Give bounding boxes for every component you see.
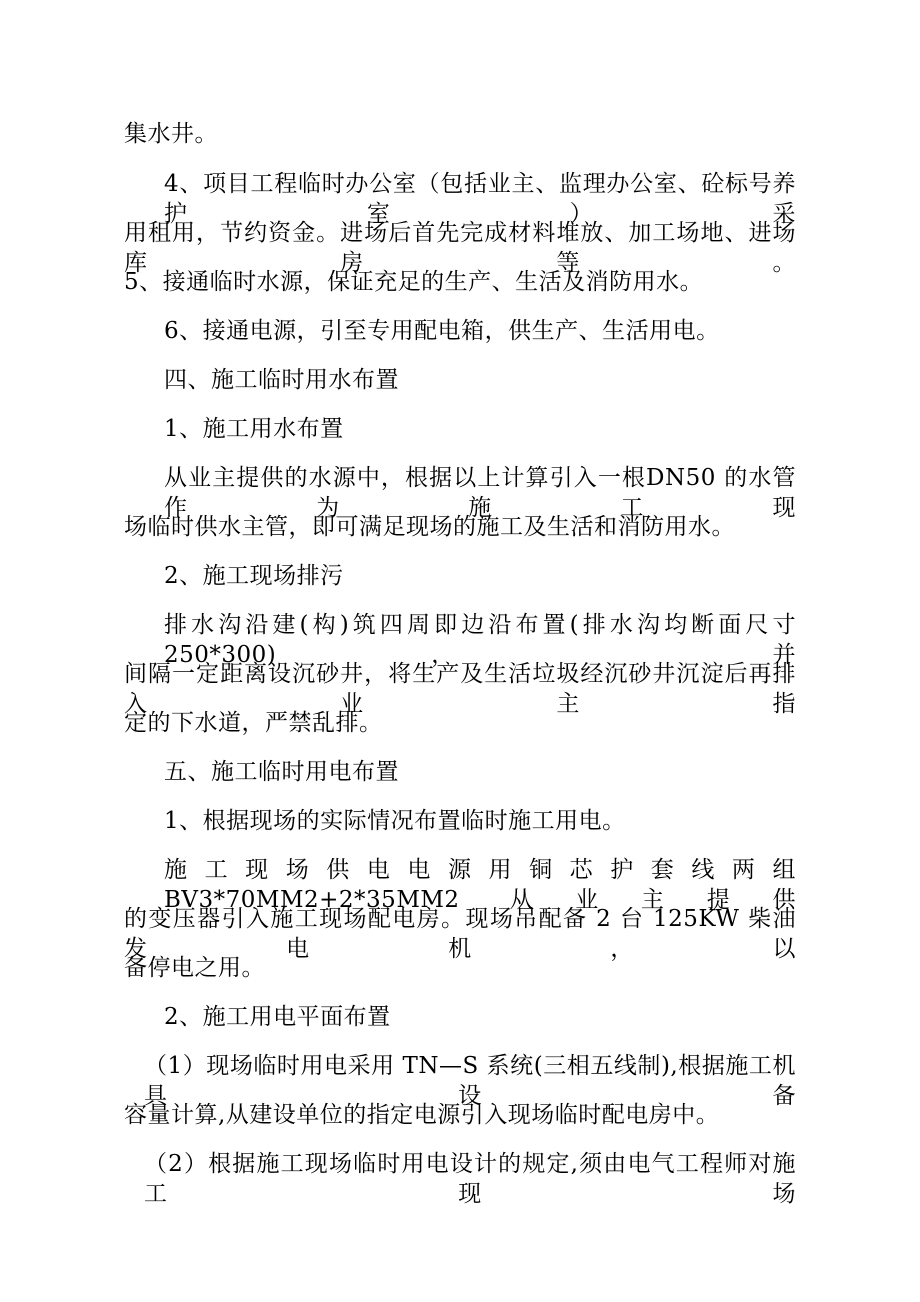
text-line: 排水沟沿建(构)筑四周即边沿布置(排水沟均断面尺寸 250*300)， 并	[164, 612, 796, 668]
section-heading: 五、施工临时用电布置	[164, 759, 399, 785]
text-line: 定的下水道，严禁乱排。	[124, 710, 383, 736]
text-line: 的变压器引入施工现场配电房。现场吊配备 2 台 125KW 柴油发电机，以	[124, 906, 796, 962]
text-line: 场临时供水主管，即可满足现场的施工及生活和消防用水。	[124, 514, 735, 540]
text-line: 间隔一定距离设沉砂井，将生产及生活垃圾经沉砂井沉淀后再排入业主指	[124, 661, 796, 717]
text-line: 4、项目工程临时办公室（包括业主、监理办公室、砼标号养护室）采	[164, 171, 796, 227]
subsection-heading: 1、施工用水布置	[164, 416, 344, 442]
text-line: 从业主提供的水源中，根据以上计算引入一根DN50 的水管作为施工现	[164, 465, 796, 521]
text-line: （1）现场临时用电采用 TN—S 系统(三相五线制),根据施工机具设备	[144, 1053, 796, 1109]
text-line: （2）根据施工现场临时用电设计的规定,须由电气工程师对施工现场	[144, 1151, 796, 1207]
text-line: 容量计算,从建设单位的指定电源引入现场临时配电房中。	[124, 1102, 720, 1128]
text-line: 5、接通临时水源，保证充足的生产、生活及消防用水。	[124, 269, 704, 295]
text-line: 6、接通电源，引至专用配电箱，供生产、生活用电。	[164, 318, 720, 344]
subsection-heading: 2、施工现场排污	[164, 563, 344, 589]
section-heading: 四、施工临时用水布置	[164, 367, 399, 393]
text-line: 备停电之用。	[124, 955, 265, 981]
text-line: 集水井。	[124, 121, 218, 147]
subsection-heading: 2、施工用电平面布置	[164, 1004, 391, 1030]
subsection-heading: 1、根据现场的实际情况布置临时施工用电。	[164, 808, 626, 834]
text-line: 用租用，节约资金。进场后首先完成材料堆放、加工场地、进场库房等。	[124, 220, 796, 276]
text-line: 施工现场供电电源用铜芯护套线两组 BV3*70MM2+2*35MM2 从业主提供	[164, 857, 796, 913]
